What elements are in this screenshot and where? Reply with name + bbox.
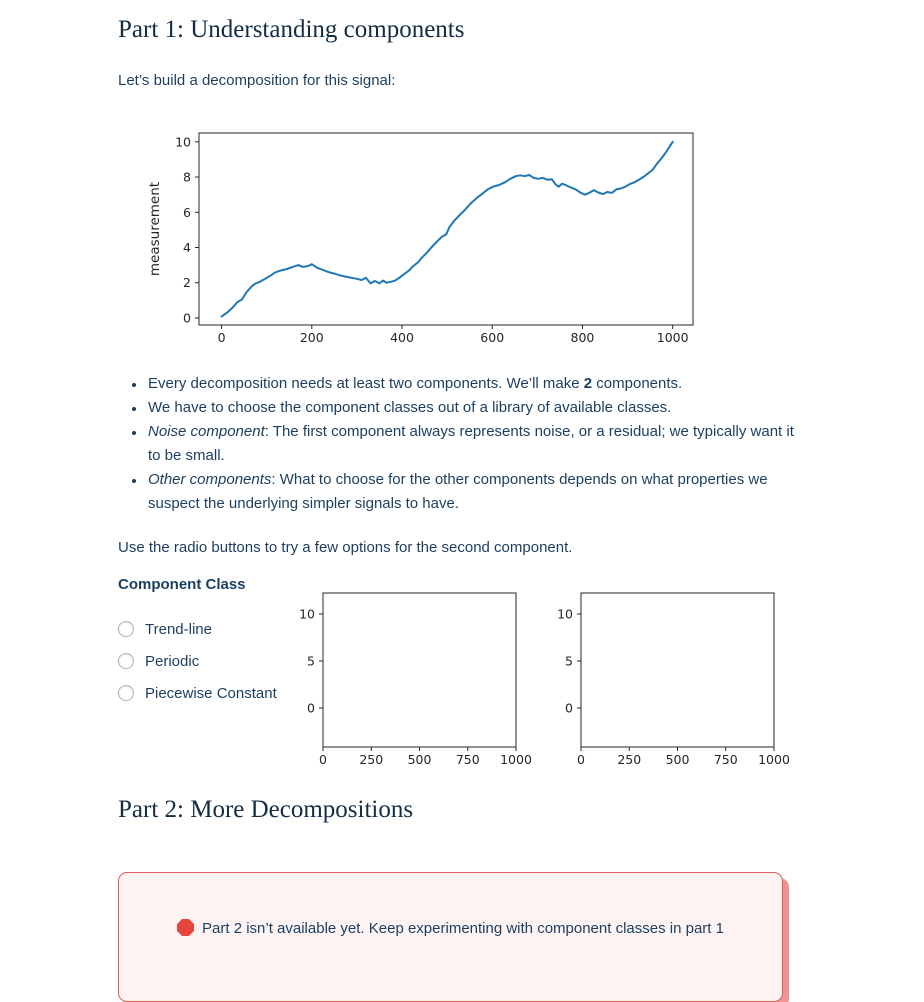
component-class-radiogroup	[118, 570, 288, 709]
part1-heading: Part 1: Understanding components	[118, 16, 465, 43]
bullet-text: : The first component always represents noise, or a residual; we typically want it to be small.	[148, 423, 794, 464]
radio-option-label: Trend-line	[145, 620, 212, 638]
callout-text: Part 2 isn’t available yet. Keep experimenting with component classes in part 1	[202, 920, 724, 937]
svg-text:2: 2	[183, 275, 191, 291]
svg-text:0: 0	[319, 752, 327, 767]
svg-text:1000: 1000	[656, 330, 689, 345]
svg-text:800: 800	[570, 330, 595, 345]
radio-option-label: Piecewise Constant	[145, 684, 277, 702]
svg-text:200: 200	[299, 330, 324, 345]
svg-text:5: 5	[307, 653, 315, 669]
svg-text:500: 500	[665, 752, 690, 767]
svg-text:250: 250	[359, 752, 384, 767]
svg-text:5: 5	[565, 653, 573, 669]
radio-group-label: Component Class	[118, 576, 246, 593]
radio-option-label: Periodic	[145, 652, 200, 670]
bullet-text: We have to choose the component classes out of a library of available classes.	[148, 399, 672, 416]
svg-text:0: 0	[565, 700, 573, 716]
svg-text:10: 10	[557, 606, 573, 622]
part1-intro: Let’s build a decomposition for this signal:	[118, 72, 396, 89]
stop-sign-icon	[177, 919, 194, 936]
radio-button-icon[interactable]	[118, 621, 134, 637]
svg-text:400: 400	[390, 330, 414, 345]
radio-option-piecewise-constant[interactable]	[118, 677, 288, 709]
svg-text:6: 6	[183, 204, 191, 220]
component-class-section	[118, 570, 806, 770]
svg-text:750: 750	[713, 752, 738, 767]
svg-text:0: 0	[577, 752, 585, 767]
svg-text:10: 10	[175, 134, 191, 150]
svg-text:750: 750	[455, 752, 480, 767]
svg-text:0: 0	[217, 330, 226, 345]
radio-option-periodic[interactable]	[118, 645, 288, 677]
list-item	[146, 468, 806, 516]
list-item	[146, 372, 806, 396]
bullet-text: : What to choose for the other components depends on what properties we suspect the underlying simpler signals to have.	[148, 471, 768, 512]
list-item	[146, 420, 806, 468]
radio-button-icon[interactable]	[118, 653, 134, 669]
svg-text:10: 10	[299, 606, 315, 622]
svg-text:4: 4	[183, 239, 191, 255]
bullet-text-bold: 2	[583, 375, 593, 392]
notebook-page	[0, 14, 924, 1002]
part2-unavailable-callout	[118, 872, 783, 1002]
component-chart-right	[546, 578, 796, 770]
bullet-text-italic: Other components	[148, 471, 272, 488]
part2-heading: Part 2: More Decompositions	[118, 796, 414, 823]
signal-chart	[139, 110, 719, 350]
component-chart-left	[288, 578, 538, 770]
svg-text:600: 600	[480, 330, 505, 345]
svg-text:measurement: measurement	[147, 181, 163, 277]
list-item	[146, 396, 806, 420]
bullet-text: components.	[592, 375, 683, 392]
svg-text:0: 0	[183, 310, 191, 326]
svg-text:250: 250	[617, 752, 642, 767]
svg-text:0: 0	[307, 700, 315, 716]
svg-text:500: 500	[407, 752, 432, 767]
signal-figure	[139, 110, 806, 350]
svg-text:1000: 1000	[500, 752, 532, 767]
radio-option-trend-line[interactable]	[118, 613, 288, 645]
radio-prompt: Use the radio buttons to try a few options for the second component.	[118, 539, 573, 556]
radio-button-icon[interactable]	[118, 685, 134, 701]
bullet-text: Every decomposition needs at least two components. We’ll make	[148, 375, 584, 392]
radio-options	[118, 613, 288, 709]
svg-text:8: 8	[183, 169, 191, 185]
svg-text:1000: 1000	[758, 752, 790, 767]
bullet-list	[118, 372, 806, 516]
bullet-text-italic: Noise component	[148, 423, 265, 440]
